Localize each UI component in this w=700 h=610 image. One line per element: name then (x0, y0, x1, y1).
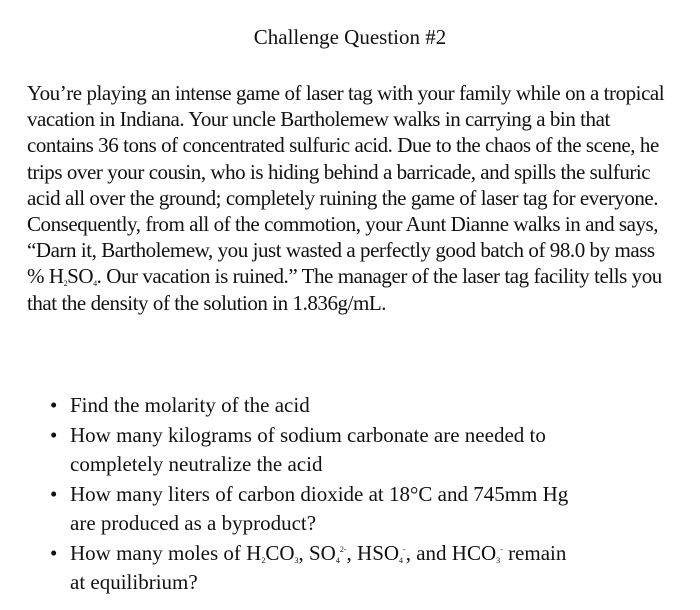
bullet-icon: • (50, 481, 58, 506)
subscript: 4 (399, 555, 404, 565)
bullet-icon: • (50, 422, 58, 447)
subscript-4: 4 (93, 279, 97, 289)
question-text: How many kilograms of sodium carbonate are needed to (70, 422, 546, 447)
subscript: 2 (261, 555, 266, 565)
q4-part-e: , and HCO (405, 540, 497, 565)
subscript: 3 (294, 555, 299, 565)
bullet-icon: • (50, 540, 58, 565)
question-text-continued: completely neutralize the acid (70, 452, 323, 476)
page-title: Challenge Question #2 (253, 25, 447, 49)
subscript-2: 2 (63, 279, 68, 289)
formula-so: SO (67, 264, 94, 289)
question-item-equilibrium (50, 539, 660, 598)
superscript: - (403, 544, 406, 554)
subscript: 3 (496, 555, 501, 565)
superscript: 2- (339, 544, 347, 554)
question-text-continued: at equilibrium? (70, 570, 198, 594)
paragraph-rest: . Our vacation is ruined.” The manager of the laser tag facility tells you that the density of the solution in 1.836g/mL. (27, 264, 662, 315)
question-list (50, 391, 660, 598)
question-text (70, 539, 660, 569)
paragraph-intro: You’re playing an intense game of laser tag with your family while on a tropical vacation in Indiana. Your uncle Bartholemew walks in carrying a bin that contains 36 tons of concentrated sulfuric acid. Due to the chaos of the scene, he trips over your cousin, who is hiding behind a barricade, and spills the sulfuric acid all over the ground; completely ruining the game of laser tag for everyone. Consequently, from all of the commotion, your Aunt Dianne walks in and says, “Darn it, Bartholemew, you just wasted a perfectly good batch of 98.0 by mass % (27, 81, 665, 289)
subscript: 4 (335, 555, 340, 565)
bullet-icon: • (50, 393, 58, 417)
question-item-carbon-dioxide (50, 480, 660, 539)
q4-part-c: , SO (298, 540, 336, 565)
superscript: - (500, 544, 503, 554)
question-item-sodium-carbonate (50, 421, 660, 480)
problem-paragraph (27, 80, 667, 316)
q4-part-f: remain (502, 540, 567, 565)
question-text: Find the molarity of the acid (70, 393, 310, 417)
q4-part-d: , HSO (346, 540, 400, 565)
formula-h: H (48, 264, 64, 289)
question-item-molarity (50, 391, 660, 421)
question-text-continued: are produced as a byproduct? (70, 511, 317, 535)
q4-part-b: CO (265, 540, 295, 565)
question-text: How many liters of carbon dioxide at 18°C and 745mm Hg (70, 481, 569, 506)
q4-part-a: How many moles of H (70, 540, 262, 565)
